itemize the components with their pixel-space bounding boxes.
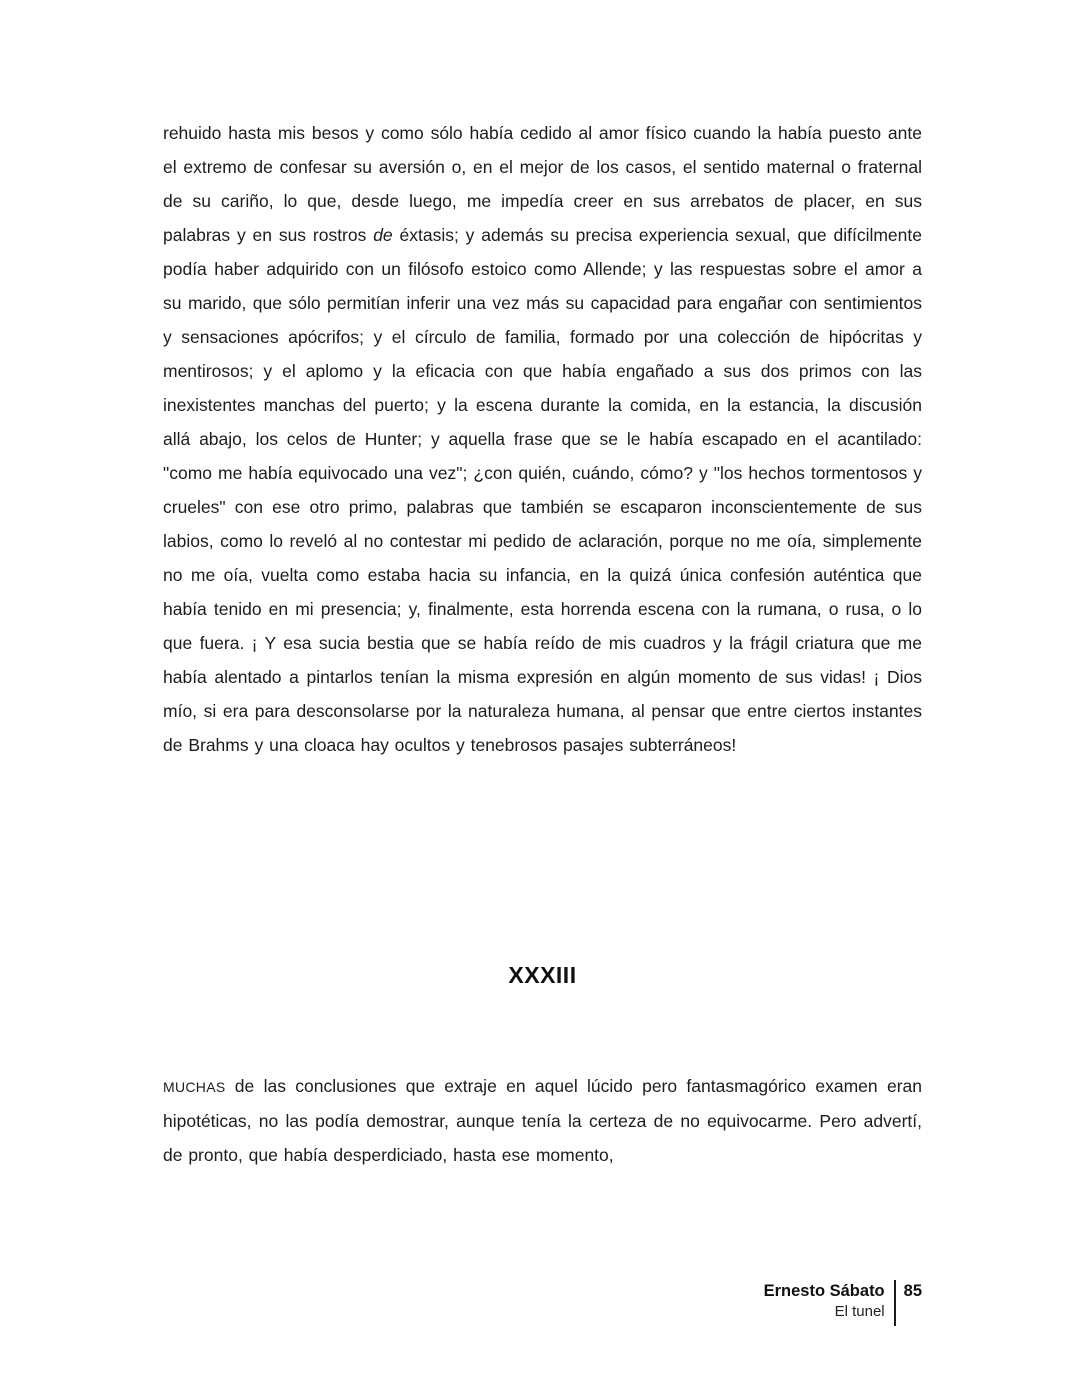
book-title: El tunel <box>834 1303 885 1320</box>
page-footer <box>764 1280 922 1322</box>
new-paragraph <box>163 1069 922 1172</box>
italic-word: de <box>373 225 393 245</box>
chapter-heading: XXXIII <box>508 962 577 988</box>
page-number: 85 <box>903 1282 922 1300</box>
footer-text-block <box>764 1280 894 1322</box>
body-paragraph-part2: éxtasis; y además su precisa experiencia sexual, que difícilmente podía haber adquirido con un filósofo estoico como Allende; y las respuestas sobre el amor a su marido, que sólo permitían inferir una vez más su capacidad para engañar con sentimientos y sensaciones apócrifos; y el círculo de familia, formado por una colección de hipócritas y mentirosos; y el aplomo y la eficacia con que había engañado a sus dos primos con las inexistentes manchas del puerto; y la escena durante la comida, en la estancia, la discusión allá abajo, los celos de Hunter; y aquella frase que se le había escapado en el acantilado: "como me había equivocado una vez"; ¿con quién, cuándo, cómo? y "los hechos tormentosos y crueles" con ese otro primo, palabras que también se escaparon inconscientemente de sus labios, como lo reveló al no contestar mi pedido de aclaración, porque no me oía, simplemente no me oía, vuelta como estaba hacia su infancia, en la quizá única confesión auténtica que había tenido en mi presencia; y, finalmente, esta horrenda escena con la rumana, o rusa, o lo que fuera. ¡ Y esa sucia bestia que se había reído de mis cuadros y la frágil criatura que me había alentado a pintarlos tenían la misma expresión en algún momento de sus vidas! ¡ Dios mío, si era para desconsolarse por la naturaleza humana, al pensar que entre ciertos instantes de Brahms y una cloaca hay ocultos y tenebrosos pasajes subterráneos! <box>163 225 922 755</box>
body-paragraph-part1: rehuido hasta mis besos y como sólo había cedido al amor físico cuando la había puesto ante el extremo de confesar su aversión o, en el mejor de los casos, el sentido maternal o fraternal de su cariño, lo que, desde luego, me impedía creer en sus arrebatos de placer, en sus palabras y en sus rostros <box>163 123 922 245</box>
paragraph-lead-word: MUCHAS <box>163 1079 226 1095</box>
new-paragraph-text: de las conclusiones que extraje en aquel lúcido pero fantasmagórico examen eran hipotéticas, no las podía demostrar, aunque tenía la certeza de no equivocarme. Pero advertí, de pronto, que había desperdiciado, hasta ese momento, <box>163 1076 922 1165</box>
page-content <box>163 116 922 1172</box>
author-name: Ernesto Sábato <box>763 1282 885 1300</box>
body-paragraph <box>163 116 922 762</box>
